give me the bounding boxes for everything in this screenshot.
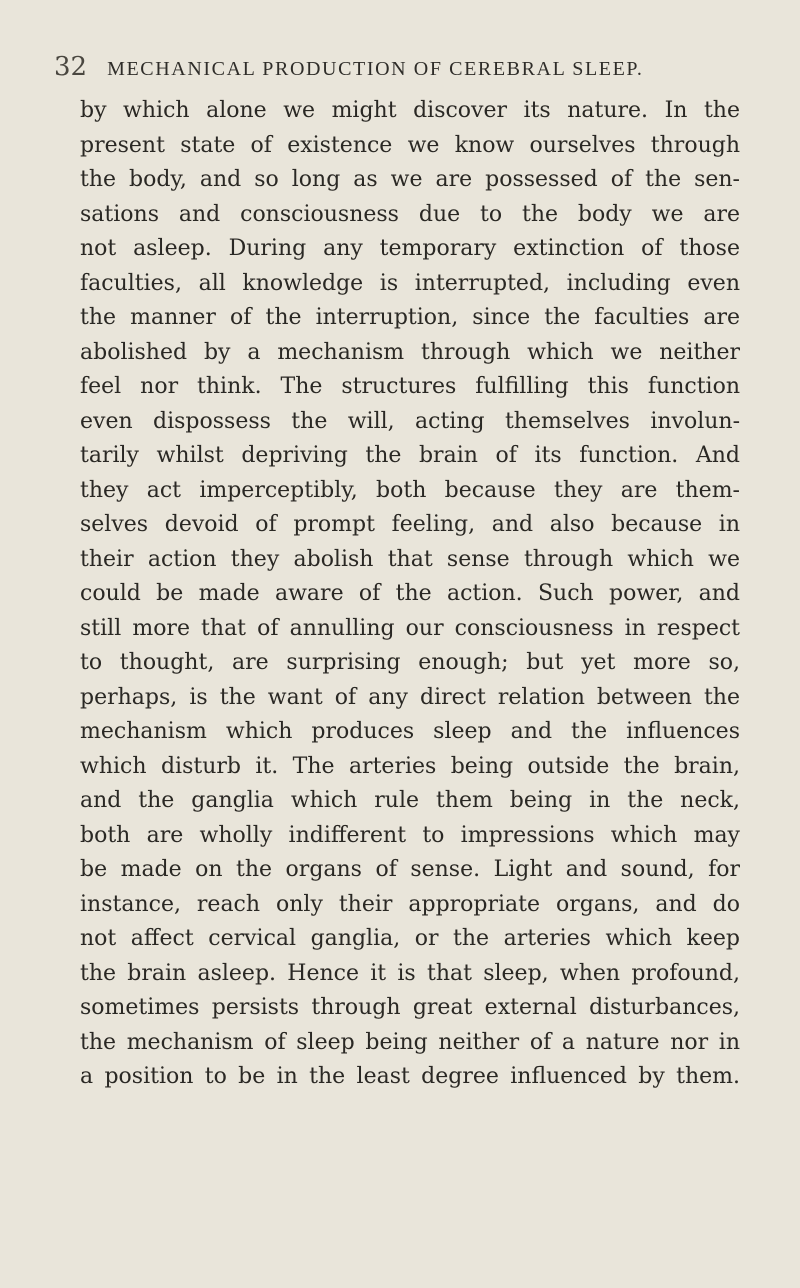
text-line: by which alone we might discover its nature. In the bbox=[80, 98, 740, 123]
text-line: sations and consciousness due to the body we are bbox=[80, 201, 740, 227]
text-line: to thought, are surprising enough; but yet more so, bbox=[80, 650, 740, 675]
text-line: the brain asleep. Hence it is that sleep, when profound, bbox=[80, 960, 740, 986]
text-line: not affect cervical ganglia, or the arteries which keep bbox=[80, 926, 740, 951]
text-line: mechanism which produces sleep and the influences bbox=[80, 719, 740, 744]
page-number: 32 bbox=[54, 52, 88, 82]
text-line: perhaps, is the want of any direct relation between the bbox=[80, 684, 740, 710]
text-line: faculties, all knowledge is interrupted, including even bbox=[80, 270, 740, 296]
text-line: even dispossess the will, acting themselves involun- bbox=[80, 408, 740, 434]
text-line: feel nor think. The structures fulfilling this function bbox=[80, 374, 740, 399]
text-line: and the ganglia which rule them being in the neck, bbox=[80, 788, 740, 813]
text-line: their action they abolish that sense through which we bbox=[80, 546, 740, 572]
text-line: selves devoid of prompt feeling, and also because in bbox=[80, 512, 740, 537]
text-line: they act imperceptibly, both because they are them- bbox=[80, 477, 740, 503]
text-line: tarily whilst depriving the brain of its function. And bbox=[80, 443, 740, 468]
text-line: the body, and so long as we are possessed of the sen- bbox=[80, 167, 740, 192]
text-line: abolished by a mechanism through which we neither bbox=[80, 339, 740, 365]
text-line: sometimes persists through great external disturbances, bbox=[80, 995, 740, 1020]
text-line: still more that of annulling our consciousness in respect bbox=[80, 615, 740, 641]
text-line: instance, reach only their appropriate organs, and do bbox=[80, 891, 740, 917]
running-title: MECHANICAL PRODUCTION OF CEREBRAL SLEEP. bbox=[107, 58, 644, 80]
page-header bbox=[54, 52, 754, 88]
text-line: present state of existence we know ourselves through bbox=[80, 132, 740, 158]
text-line: not asleep. During any temporary extinction of those bbox=[80, 236, 740, 261]
text-line: the manner of the interruption, since the faculties are bbox=[80, 305, 740, 330]
text-line: which disturb it. The arteries being outside the brain, bbox=[80, 753, 740, 779]
body-paragraph bbox=[80, 94, 740, 1095]
text-line: both are wholly indifferent to impressions which may bbox=[80, 822, 740, 848]
text-line: a position to be in the least degree influenced by them. bbox=[80, 1064, 740, 1089]
text-line: be made on the organs of sense. Light and sound, for bbox=[80, 857, 740, 882]
text-line: the mechanism of sleep being neither of a nature nor in bbox=[80, 1029, 740, 1055]
text-line: could be made aware of the action. Such power, and bbox=[80, 581, 740, 606]
